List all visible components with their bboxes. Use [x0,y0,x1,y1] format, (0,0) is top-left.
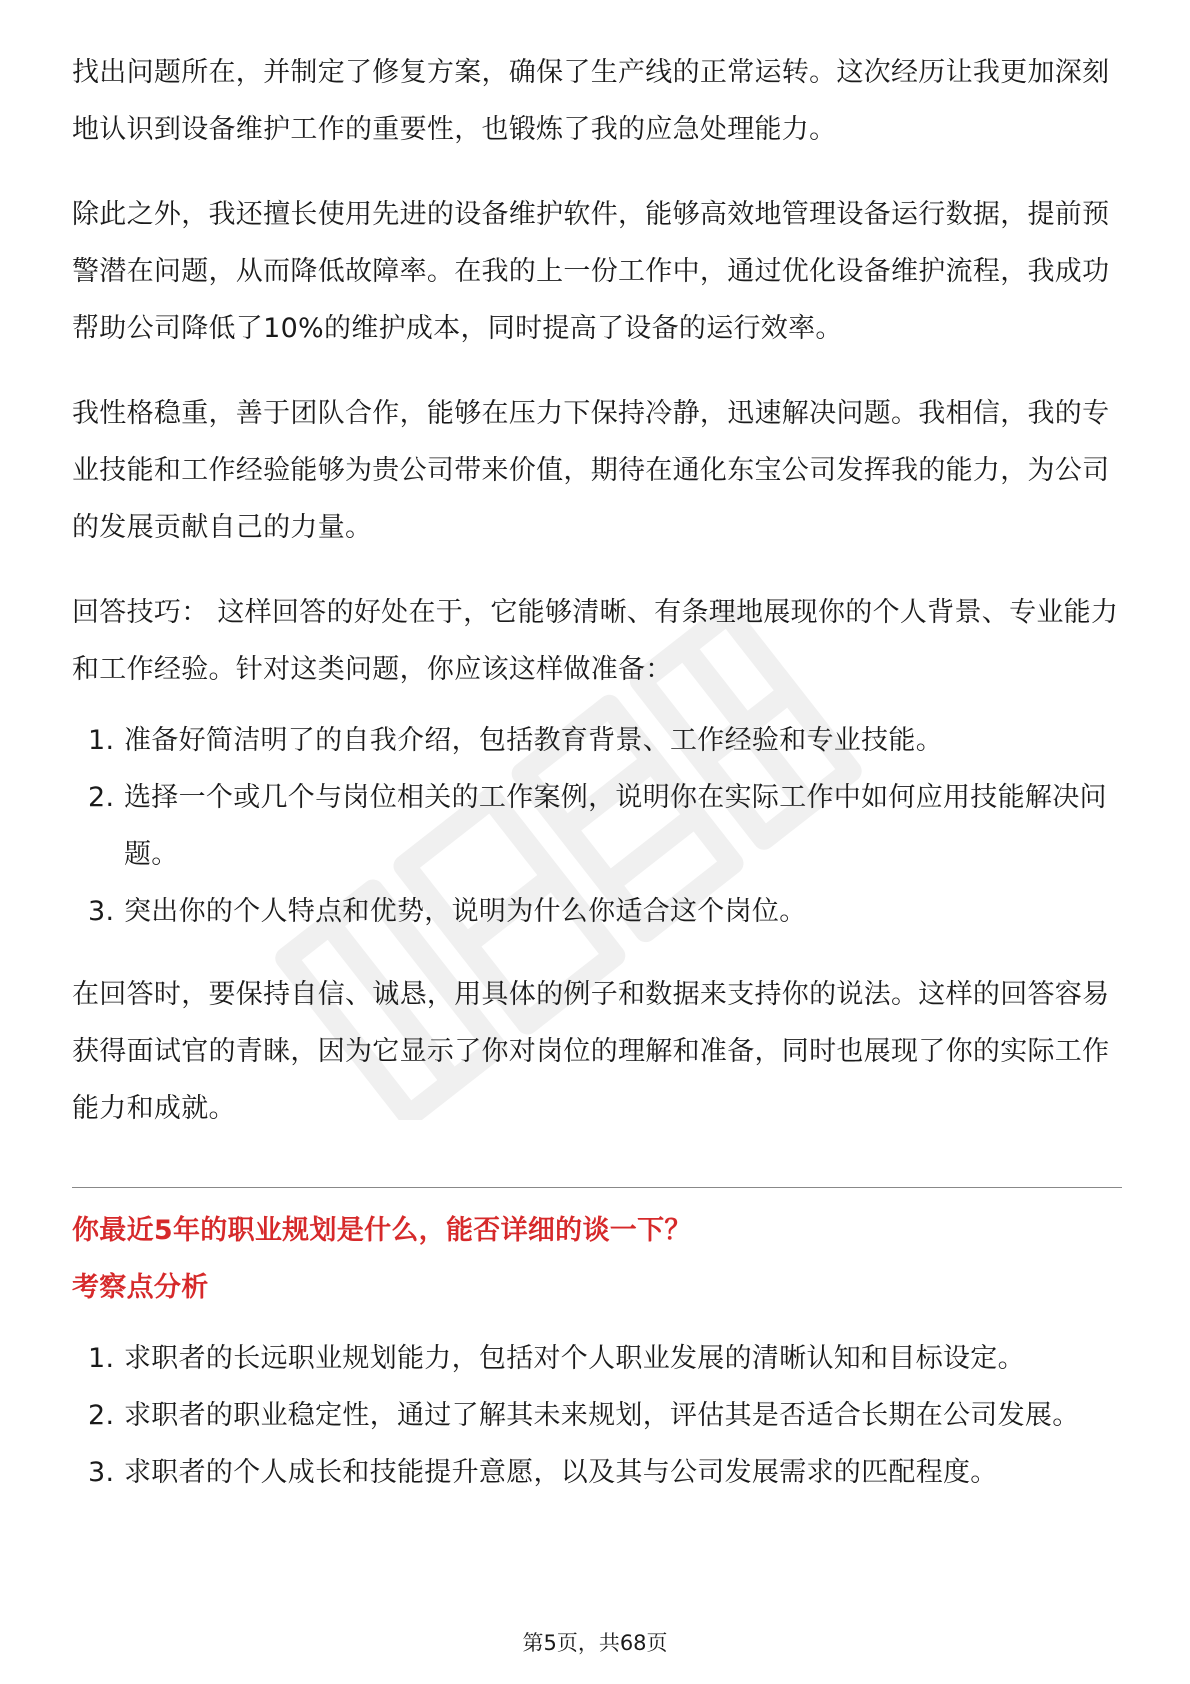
paragraph-answer-tips: 回答技巧： 这样回答的好处在于，它能够清晰、有条理地展现你的个人背景、专业能力和工作经验。针对这类问题，你应该这样做准备： [72,597,1119,685]
list-item-number: 1. [88,1343,115,1374]
list-item-text: 准备好简洁明了的自我介绍，包括教育背景、工作经验和专业技能。 [124,725,943,756]
section-divider [72,1187,1122,1188]
paragraph-software-skills: 除此之外，我还擅长使用先进的设备维护软件，能够高效地管理设备运行数据，提前预警潜在问题，从而降低故障率。在我的上一份工作中，通过优化设备维护流程，我成功帮助公司降低了10%的维护成本，同时提高了设备的运行效率。 [72,199,1110,344]
tips-list [72,712,1122,940]
list-item [72,1387,1122,1444]
list-item [72,769,1122,883]
document-page [72,44,1122,1527]
list-item [72,1330,1122,1387]
paragraph-personality: 我性格稳重，善于团队合作，能够在压力下保持冷静，迅速解决问题。我相信，我的专业技能和工作经验能够为贵公司带来价值，期待在通化东宝公司发挥我的能力，为公司的发展贡献自己的力量。 [72,398,1110,543]
list-item-number: 3. [88,1457,115,1488]
question-title: 你最近5年的职业规划是什么，能否详细的谈一下？ [72,1215,692,1246]
page-footer: 第5页，共68页 [522,1631,668,1655]
list-item-text: 求职者的个人成长和技能提升意愿，以及其与公司发展需求的匹配程度。 [124,1457,998,1488]
analysis-points-list [72,1330,1122,1501]
list-item-number: 2. [88,782,115,813]
list-item-number: 2. [88,1400,115,1431]
list-item-text: 突出你的个人特点和优势，说明为什么你适合这个岗位。 [124,896,807,927]
list-item [72,1444,1122,1501]
list-item [72,883,1122,940]
paragraph-experience: 找出问题所在，并制定了修复方案，确保了生产线的正常运转。这次经历让我更加深刻地认识到设备维护工作的重要性，也锻炼了我的应急处理能力。 [72,57,1110,145]
list-item-text: 选择一个或几个与岗位相关的工作案例，说明你在实际工作中如何应用技能解决问题。 [124,782,1107,870]
list-item-number: 1. [88,725,115,756]
list-item-number: 3. [88,896,115,927]
paragraph-closing: 在回答时，要保持自信、诚恳，用具体的例子和数据来支持你的说法。这样的回答容易获得面试官的青睐，因为它显示了你对岗位的理解和准备，同时也展现了你的实际工作能力和成就。 [72,979,1110,1124]
list-item [72,712,1122,769]
analysis-heading: 考察点分析 [72,1272,209,1303]
list-item-text: 求职者的长远职业规划能力，包括对个人职业发展的清晰认知和目标设定。 [124,1343,1025,1374]
list-item-text: 求职者的职业稳定性，通过了解其未来规划，评估其是否适合长期在公司发展。 [124,1400,1080,1431]
